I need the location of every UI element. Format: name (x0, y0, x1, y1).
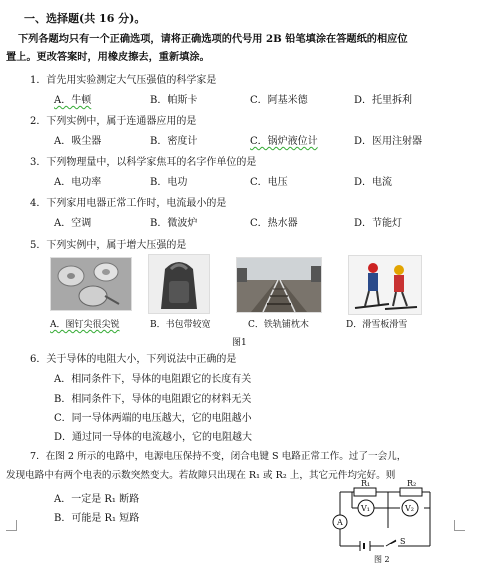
question-1-stem: 1．首先用实验测定大气压强值的科学家是 (30, 75, 217, 86)
question-7-stem-line2: 发现电路中有两个电表的示数突然变大。若故障只出现在 R₁ 或 R₂ 上，其它元件均完好。则 (6, 470, 396, 481)
q2-option-d: D．医用注射器 (354, 136, 423, 147)
q6-option-d: D．通过同一导体的电流越小，它的电阻越大 (54, 432, 253, 443)
q6-option-c: C．同一导体两端的电压越大，它的电阻越小 (54, 413, 252, 424)
section-heading: 一、选择题(共 16 分)。 (24, 12, 146, 25)
v1-label: V₁ (361, 504, 370, 513)
v2-label: V₂ (405, 504, 414, 513)
q2-option-c: C．锅炉液位计 (250, 136, 318, 147)
question-6-stem: 6．关于导体的电阻大小，下列说法中正确的是 (30, 354, 237, 365)
r1-label: R₁ (361, 479, 371, 488)
q7-option-a: A．一定是 R₁ 断路 (54, 494, 140, 505)
q3-option-a: A．电功率 (54, 177, 102, 188)
q3-option-d: D．电流 (354, 177, 393, 188)
q3-option-c: C．电压 (250, 177, 288, 188)
q3-option-b: B．电功 (150, 177, 188, 188)
circuit-diagram (326, 478, 442, 564)
q1-option-b: B．帕斯卡 (150, 95, 198, 106)
q5-option-c: C．铁轨铺枕木 (248, 320, 309, 330)
margin-corner-left (6, 520, 17, 531)
q2-option-b: B．密度计 (150, 136, 198, 147)
q6-option-a: A．相同条件下，导体的电阻跟它的长度有关 (54, 374, 252, 385)
q7-option-b: B．可能是 R₁ 短路 (54, 513, 140, 524)
q5-option-d: D．滑雪板滑雪 (346, 320, 408, 330)
question-7-stem-line1: 7．在图 2 所示的电路中，电源电压保持不变，闭合电键 S 电路正常工作。过了一会儿， (30, 451, 407, 462)
question-4-stem: 4．下列家用电器正常工作时，电流最小的是 (30, 198, 227, 209)
figure-2-label: 图 2 (374, 555, 390, 564)
photo-skiers (348, 255, 422, 315)
q1-option-d: D．托里拆利 (354, 95, 413, 106)
q4-option-d: D．节能灯 (354, 218, 403, 229)
q2-option-a: A．吸尘器 (54, 136, 102, 147)
question-2-stem: 2．下列实例中，属于连通器应用的是 (30, 116, 197, 127)
q4-option-a: A．空调 (54, 218, 92, 229)
switch-label: S (400, 537, 406, 546)
r2-label: R₂ (407, 479, 417, 488)
q5-option-b: B．书包带较宽 (150, 320, 211, 330)
question-5-stem: 5．下列实例中，属于增大压强的是 (30, 240, 187, 251)
q6-option-b: B．相同条件下，导体的电阻跟它的材料无关 (54, 394, 252, 405)
instructions-line2: 置上。更改答案时，用橡皮擦去，重新填涂。 (6, 51, 210, 63)
photo-thumbtacks (50, 257, 132, 311)
instructions-line1: 下列各题均只有一个正确选项，请将正确选项的代号用 2B 铅笔填涂在答题纸的相应位 (18, 33, 408, 45)
q4-option-b: B．微波炉 (150, 218, 198, 229)
figure-1-label: 图1 (232, 338, 247, 348)
photo-railway (236, 257, 322, 313)
photo-backpack (148, 254, 210, 314)
q4-option-c: C．热水器 (250, 218, 298, 229)
q5-option-a: A．图钉尖很尖锐 (50, 320, 120, 330)
q1-option-a: A．牛顿 (54, 95, 92, 106)
q1-option-c: C．阿基米德 (250, 95, 308, 106)
ammeter-label: A (337, 518, 343, 527)
question-3-stem: 3．下列物理量中，以科学家焦耳的名字作单位的是 (30, 157, 257, 168)
margin-corner-right (454, 520, 465, 531)
